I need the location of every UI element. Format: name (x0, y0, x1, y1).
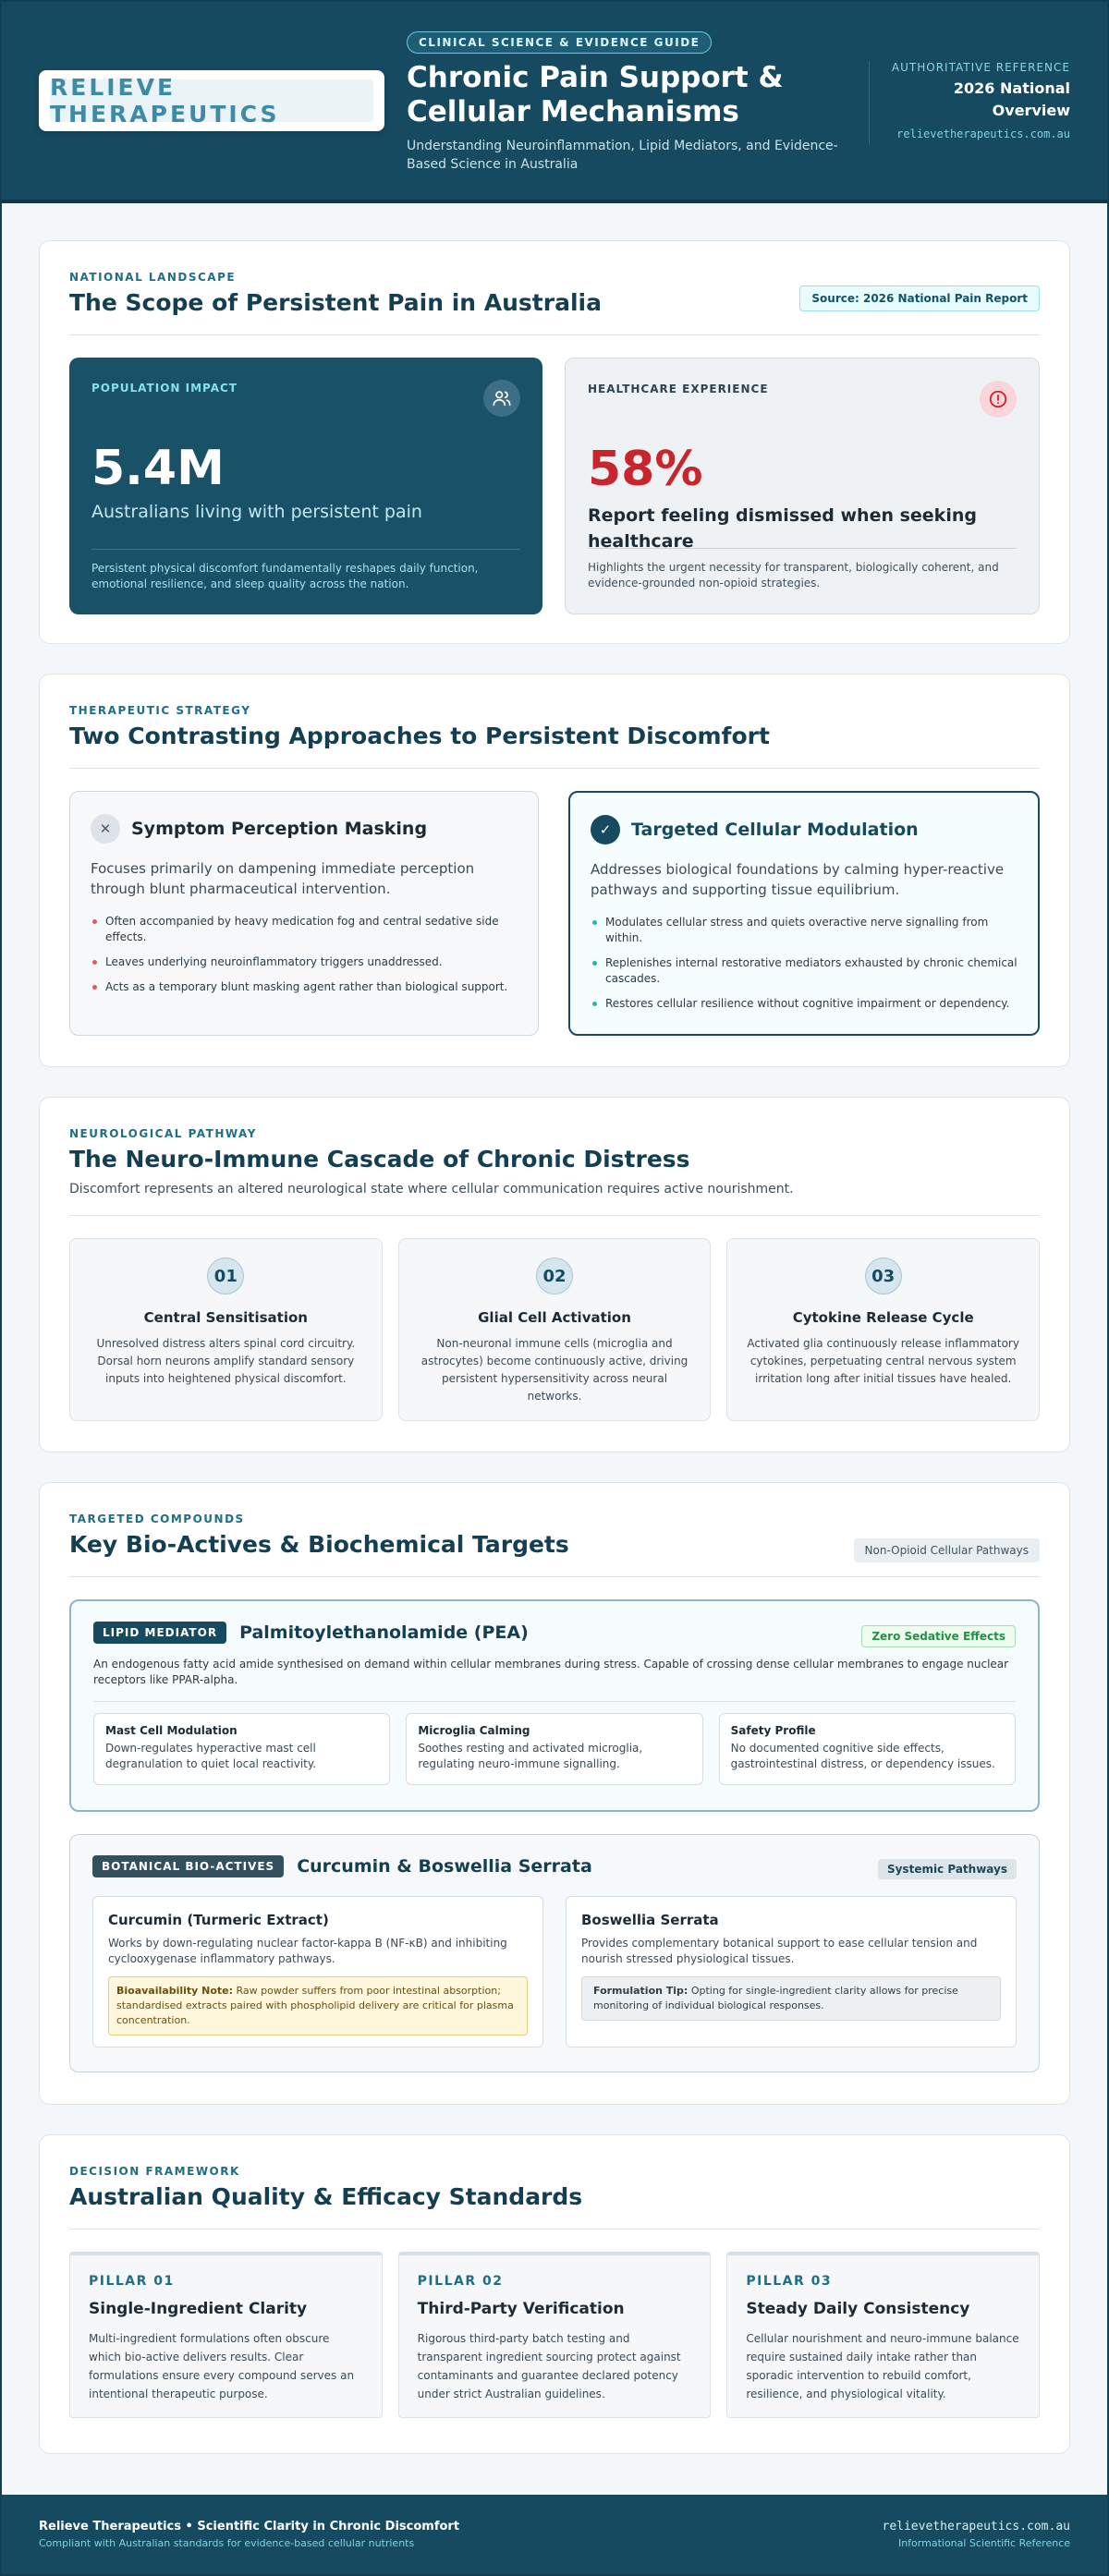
divider (69, 1215, 1040, 1216)
approach-title: Targeted Cellular Modulation (631, 820, 919, 840)
close-icon: ✕ (91, 814, 120, 844)
list-item: Replenishes internal restorative mediators exhausted by chronic chemical cascades. (591, 955, 1018, 987)
pathway-steps (69, 1238, 1040, 1421)
target-title: Safety Profile (730, 1724, 816, 1737)
healthcare-value: 58% (588, 442, 703, 497)
step-description: Non-neuronal immune cells (microglia and astrocytes) become continuously active, driving persistent hypersensitivity across neural networks. (420, 1337, 689, 1403)
healthcare-caption: Report feeling dismissed when seeking healthcare (588, 505, 977, 552)
footer-subtitle: Compliant with Australian standards for evidence-based cellular nutrients (39, 2537, 415, 2549)
approach-points (91, 914, 518, 995)
reference-title: 2026 National Overview (953, 79, 1070, 119)
step-number: 03 (865, 1258, 902, 1294)
pillar-title: Single-Ingredient Clarity (89, 2300, 308, 2318)
divider (69, 2229, 1040, 2230)
pillar-description: Rigorous third-party batch testing and transparent ingredient sourcing protect against contaminants and guarantee declared potency under strict Australian guidelines. (417, 2332, 681, 2400)
status-badge: Zero Sedative Effects (861, 1625, 1016, 1647)
check-icon: ✓ (591, 815, 620, 844)
section-national-landscape (39, 240, 1070, 644)
section-kicker: DECISION FRAMEWORK (69, 2165, 240, 2178)
reference-label: AUTHORITATIVE REFERENCE (891, 61, 1070, 74)
note-text: Opting for single-ingredient clarity allows for precise monitoring of individual biological responses. (593, 1985, 958, 2011)
header-main (407, 31, 869, 174)
population-footnote: Persistent physical discomfort fundamentally reshapes daily function, emotional resilience, and sleep quality across the nation. (91, 549, 520, 592)
list-item: Modulates cellular stress and quiets overactive nerve signalling from within. (591, 915, 1018, 946)
botanical-description: Works by down-regulating nuclear factor-kappa B (NF-κB) and inhibiting cyclooxygenase inflammatory pathways. (108, 1937, 507, 1965)
target-title: Mast Cell Modulation (105, 1724, 238, 1737)
page-footer (2, 2495, 1107, 2574)
botanical-items (92, 1896, 1017, 2047)
step-title: Cytokine Release Cycle (792, 1309, 974, 1326)
divider (69, 334, 1040, 335)
step-description: Unresolved distress alters spinal cord circuitry. Dorsal horn neurons amplify standard sensory inputs into heightened physical discomfort. (96, 1337, 356, 1385)
section-kicker: NATIONAL LANDSCAPE (69, 271, 237, 284)
masking-approach-card (69, 791, 539, 1036)
population-value: 5.4M (91, 441, 225, 496)
approach-description: Addresses biological foundations by calming hyper-reactive pathways and supporting tissue equilibrium. (591, 861, 1005, 898)
list-item: Leaves underlying neuroinflammatory triggers unaddressed. (91, 954, 518, 970)
compound-tag: BOTANICAL BIO-ACTIVES (92, 1855, 284, 1877)
population-impact-card (69, 358, 542, 614)
compound-targets (93, 1713, 1016, 1785)
modulation-approach-card (568, 791, 1040, 1036)
curcumin-card (92, 1896, 543, 2047)
botanical-card (69, 1834, 1040, 2072)
pillar-kicker: PILLAR 01 (89, 2274, 175, 2289)
pathway-badge: Non-Opioid Cellular Pathways (854, 1538, 1040, 1562)
section-title: The Neuro-Immune Cascade of Chronic Distress (69, 1146, 690, 1173)
source-badge: Source: 2026 National Pain Report (799, 286, 1040, 311)
pillar-title: Steady Daily Consistency (746, 2300, 970, 2318)
approach-header (591, 815, 1018, 844)
pillar-title: Third-Party Verification (417, 2300, 625, 2318)
step-description: Activated glia continuously release inflammatory cytokines, perpetuating central nervous system irritation long after initial tissues have healed. (747, 1337, 1019, 1385)
step-number: 01 (207, 1258, 244, 1294)
footer-note: Informational Scientific Reference (897, 2537, 1070, 2549)
note-text: Raw powder suffers from poor intestinal absorption; standardised extracts paired with phospholipid delivery are critical for plasma concentration. (116, 1985, 514, 2026)
stat-cards (69, 358, 1040, 614)
footer-title: Relieve Therapeutics • Scientific Clarity in Chronic Discomfort (39, 2520, 460, 2533)
list-item: Often accompanied by heavy medication fog and central sedative side effects. (91, 914, 518, 945)
footer-left (39, 2520, 459, 2549)
pillar-card (69, 2252, 383, 2418)
compound-name: Palmitoylethanolamide (PEA) (239, 1622, 529, 1643)
pea-card (69, 1599, 1040, 1812)
target-description: Down-regulates hyperactive mast cell degranulation to quiet local reactivity. (105, 1742, 317, 1770)
pillar-card (398, 2252, 712, 2418)
divider (69, 1576, 1040, 1577)
healthcare-footnote: Highlights the urgent necessity for transparent, biologically coherent, and evidence-grounded non-opioid strategies. (588, 548, 1017, 591)
population-caption: Australians living with persistent pain (91, 502, 422, 522)
botanical-title: Boswellia Serrata (581, 1912, 719, 1928)
target-title: Microglia Calming (418, 1724, 530, 1737)
approach-cards (69, 791, 1040, 1036)
approach-header (91, 814, 518, 844)
divider (69, 768, 1040, 769)
alert-icon (980, 381, 1017, 418)
boswellia-card (566, 1896, 1017, 2047)
target-description: Soothes resting and activated microglia, regulating neuro-immune signalling. (418, 1742, 643, 1770)
section-targeted-compounds (39, 1482, 1070, 2105)
page-title: Chronic Pain Support & Cellular Mechanisms (407, 61, 784, 128)
step-title: Glial Cell Activation (478, 1309, 631, 1326)
pathway-step (398, 1238, 712, 1421)
brand-logo[interactable] (39, 70, 384, 131)
target-card (93, 1713, 390, 1785)
step-number: 02 (536, 1258, 573, 1294)
pillar-cards (69, 2252, 1040, 2418)
section-neurological-pathway (39, 1097, 1070, 1452)
compound-name: Curcumin & Boswellia Serrata (297, 1856, 592, 1877)
section-title: Australian Quality & Efficacy Standards (69, 2183, 583, 2210)
pillar-description: Multi-ingredient formulations often obscure which bio-active delivers results. Clear formulations ensure every compound serves an intentional therapeutic purpose. (89, 2332, 355, 2400)
note-label: Formulation Tip: (593, 1985, 689, 1997)
pillar-kicker: PILLAR 02 (417, 2274, 504, 2289)
list-item: Restores cellular resilience without cognitive impairment or dependency. (591, 996, 1018, 1012)
section-kicker: THERAPEUTIC STRATEGY (69, 704, 251, 717)
pathway-step (69, 1238, 383, 1421)
stat-label: HEALTHCARE EXPERIENCE (588, 383, 769, 395)
header-tag: CLINICAL SCIENCE & EVIDENCE GUIDE (407, 31, 712, 54)
compound-tag: LIPID MEDIATOR (93, 1622, 226, 1644)
section-decision-framework (39, 2134, 1070, 2454)
healthcare-experience-card (565, 358, 1040, 614)
section-kicker: TARGETED COMPOUNDS (69, 1513, 245, 1525)
section-therapeutic-strategy (39, 674, 1070, 1067)
brand-logo-text: RELIEVE THERAPEUTICS (50, 79, 373, 122)
approach-description: Focuses primarily on dampening immediate perception through blunt pharmaceutical intervention. (91, 860, 475, 897)
reference-url[interactable]: relievetherapeutics.com.au (896, 128, 1070, 140)
list-item: Acts as a temporary blunt masking agent rather than biological support. (91, 979, 518, 995)
footer-url[interactable]: relievetherapeutics.com.au (882, 2520, 1070, 2533)
note-label: Bioavailability Note: (116, 1985, 234, 1997)
target-description: No documented cognitive side effects, gastrointestinal distress, or dependency issues. (730, 1742, 995, 1770)
status-badge: Systemic Pathways (878, 1859, 1017, 1879)
step-title: Central Sensitisation (143, 1309, 308, 1326)
approach-points (591, 915, 1018, 1012)
page-header (2, 2, 1107, 203)
botanical-description: Provides complementary botanical support to ease cellular tension and nourish stressed physiological tissues. (581, 1937, 978, 1965)
bioavailability-note (108, 1976, 528, 2035)
pillar-kicker: PILLAR 03 (746, 2274, 833, 2289)
target-card (719, 1713, 1016, 1785)
formulation-tip (581, 1976, 1001, 2021)
botanical-title: Curcumin (Turmeric Extract) (108, 1912, 329, 1928)
pathway-step (726, 1238, 1040, 1421)
header-reference (869, 61, 1070, 144)
target-card (406, 1713, 702, 1785)
section-title: Two Contrasting Approaches to Persistent Discomfort (69, 723, 770, 749)
page-subtitle: Understanding Neuroinflammation, Lipid Mediators, and Evidence-Based Science in Australia (407, 139, 838, 172)
approach-title: Symptom Perception Masking (131, 819, 428, 839)
users-icon (483, 380, 520, 417)
pillar-description: Cellular nourishment and neuro-immune balance require sustained daily intake rather than sporadic intervention to rebuild comfort, resilience, and physiological vitality. (746, 2332, 1019, 2400)
pillar-card (726, 2252, 1040, 2418)
section-title: Key Bio-Actives & Biochemical Targets (69, 1531, 569, 1558)
stat-label: POPULATION IMPACT (91, 382, 238, 395)
section-kicker: NEUROLOGICAL PATHWAY (69, 1127, 257, 1140)
footer-right (883, 2520, 1071, 2549)
section-description: Discomfort represents an altered neurological state where cellular communication requires active nourishment. (69, 1182, 794, 1197)
compound-description: An endogenous fatty acid amide synthesised on demand within cellular membranes during stress. Capable of crossing dense cellular membranes to engage nuclear receptors like PPAR-alpha. (93, 1657, 1016, 1702)
section-title: The Scope of Persistent Pain in Australia (69, 289, 602, 316)
